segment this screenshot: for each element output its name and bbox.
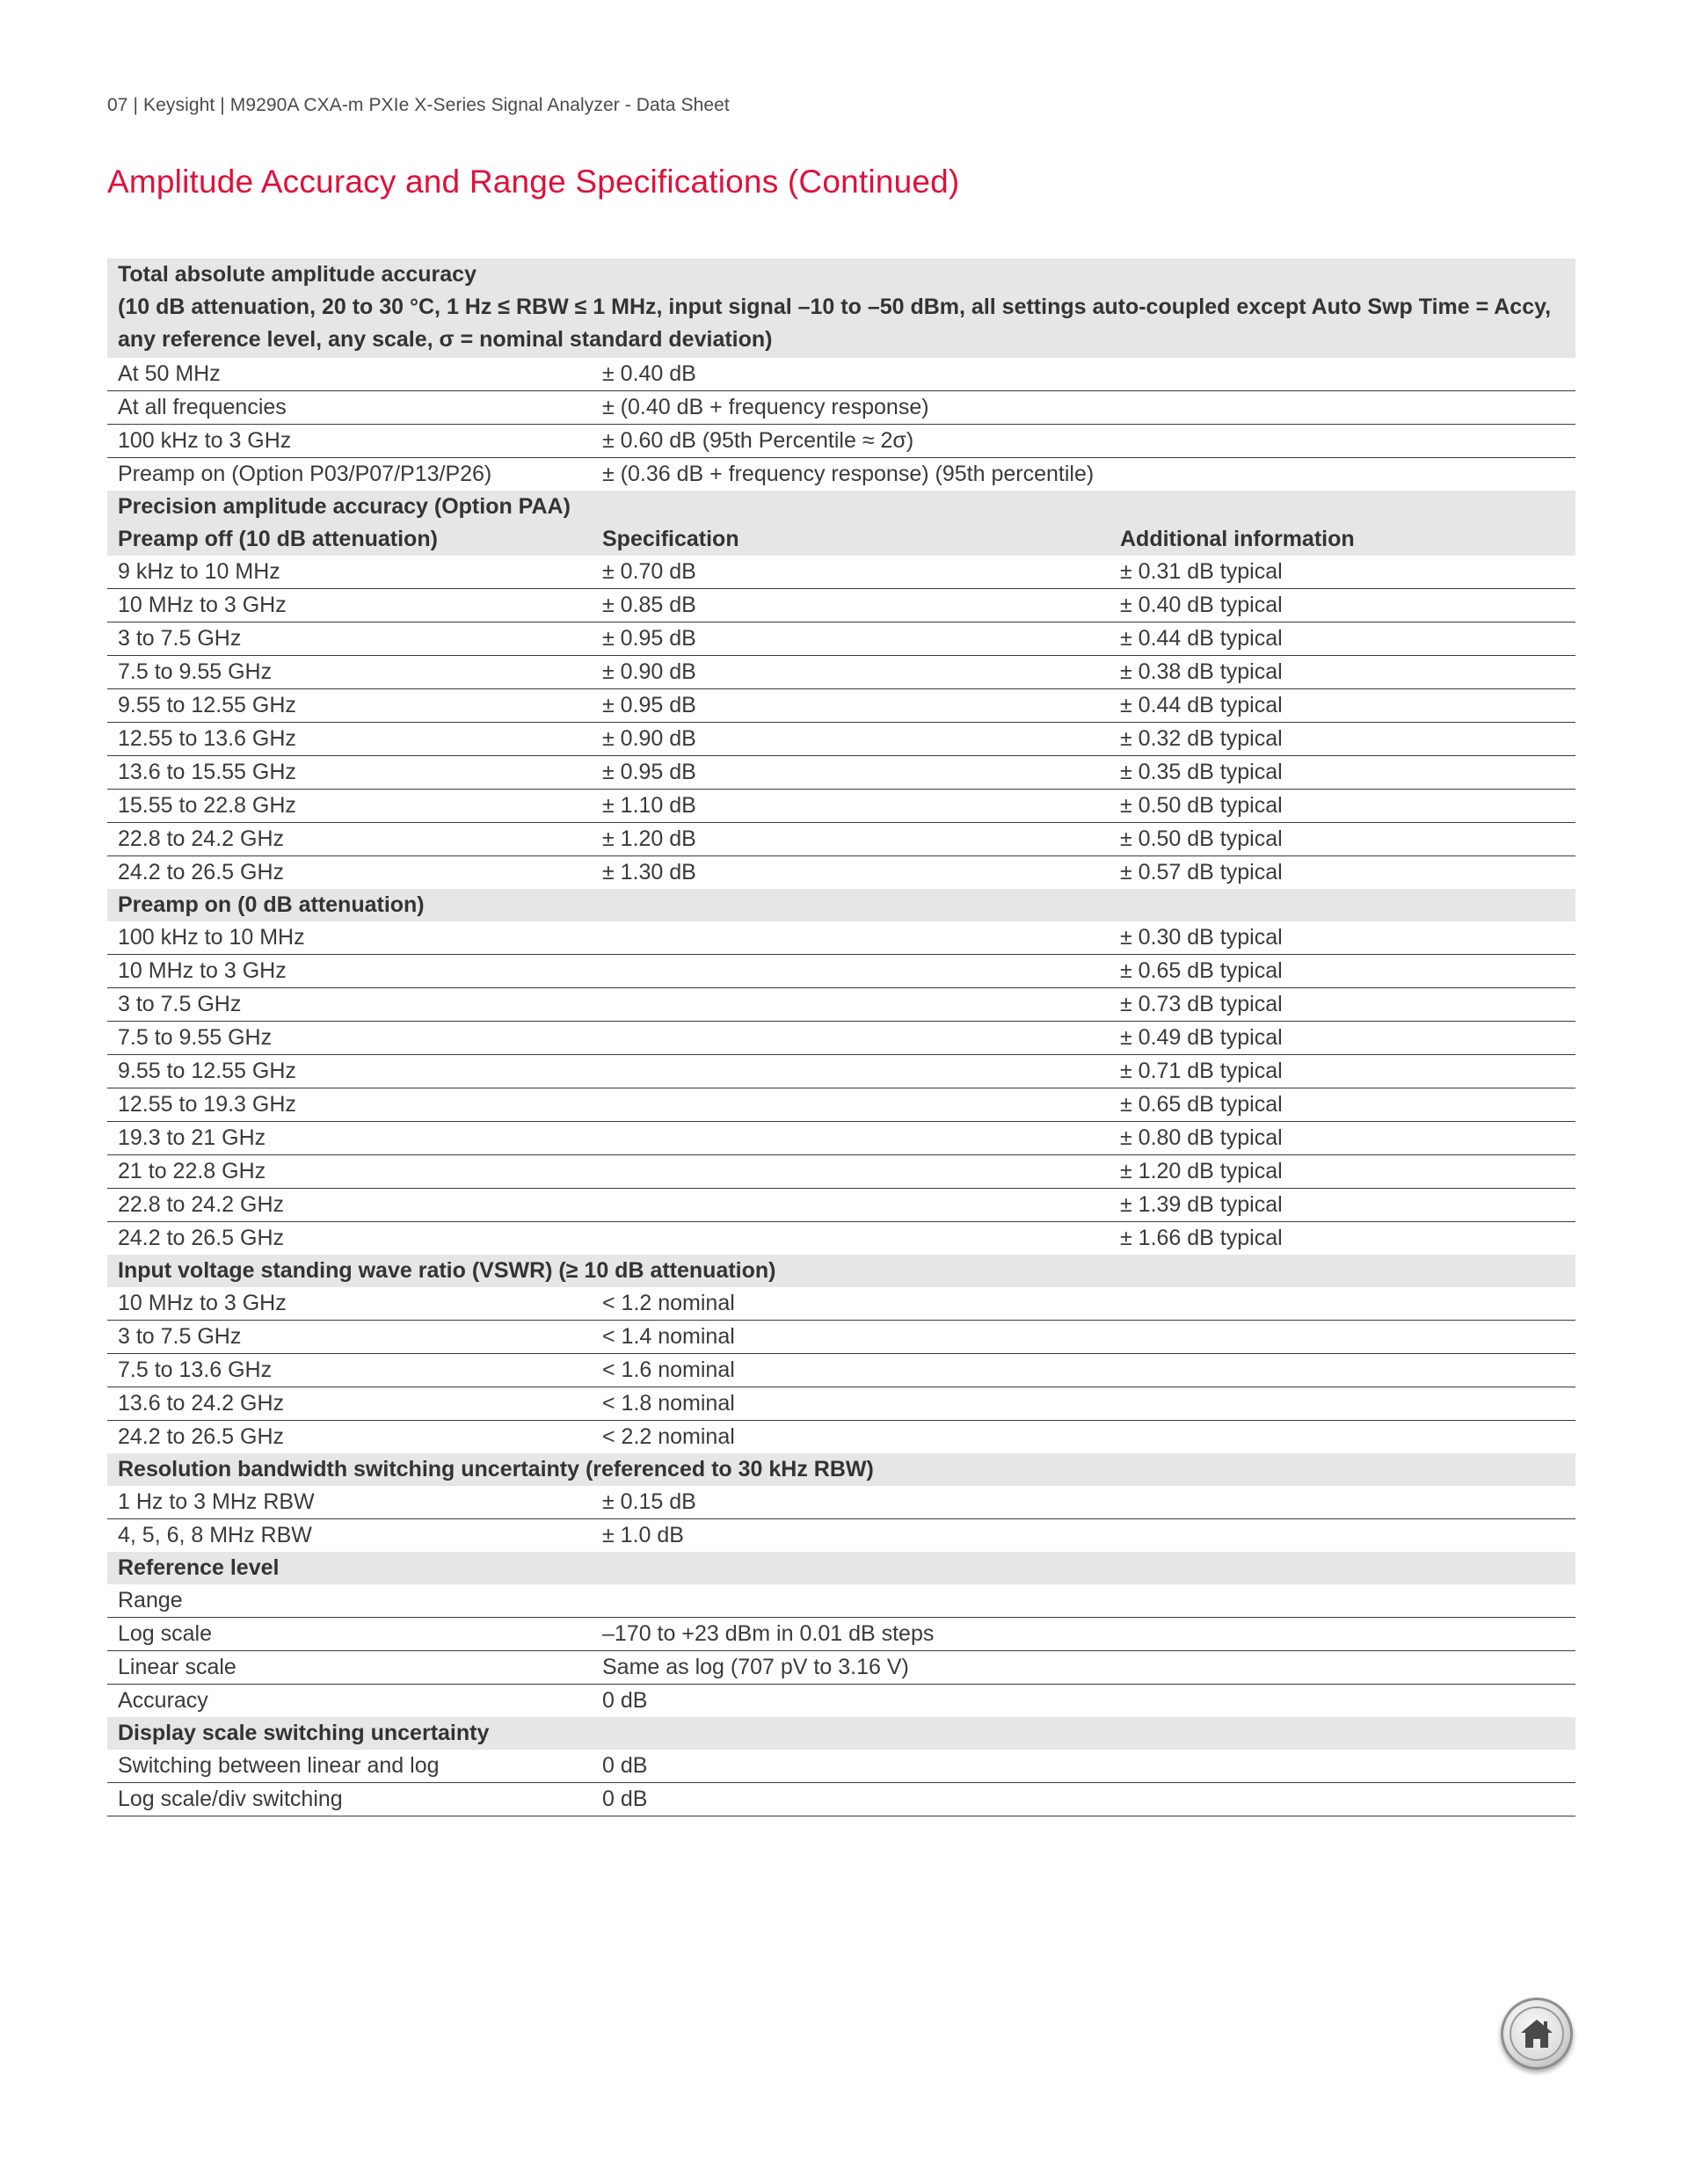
row-spec: ± 0.90 dB — [592, 656, 1110, 689]
row-value: 0 dB — [592, 1750, 1575, 1783]
row-label: Range — [118, 1588, 183, 1613]
table-row — [107, 1387, 1575, 1421]
table-row — [107, 391, 1575, 425]
row-label: 12.55 to 13.6 GHz — [107, 723, 592, 756]
row-value: ± (0.36 dB + frequency response) (95th percentile) — [602, 462, 1095, 486]
row-info: ± 0.50 dB typical — [1110, 823, 1575, 856]
table-row — [107, 1321, 1575, 1354]
row-label: 9.55 to 12.55 GHz — [107, 689, 592, 723]
row-value: 0 dB — [602, 1688, 648, 1713]
table-row — [107, 988, 1575, 1022]
table-row — [107, 1055, 1575, 1088]
section-conditions: (10 dB attenuation, 20 to 30 °C, 1 Hz ≤ RBW ≤ 1 MHz, input signal –10 to –50 dBm, all settings auto-coupled except Auto Swp Time = Accy, any reference level, any scale, σ = nominal standard deviation) — [107, 291, 1575, 358]
table-row — [107, 1651, 1575, 1685]
row-spec — [592, 1022, 1110, 1055]
section-heading: Display scale switching uncertainty — [107, 1717, 1575, 1750]
row-info: ± 0.57 dB typical — [1120, 860, 1283, 885]
table-row — [107, 556, 1575, 589]
row-info: ± 0.71 dB typical — [1110, 1055, 1575, 1088]
row-label: 3 to 7.5 GHz — [107, 988, 592, 1022]
table-row — [107, 1122, 1575, 1155]
row-label: 10 MHz to 3 GHz — [107, 1287, 592, 1321]
row-label: 21 to 22.8 GHz — [107, 1155, 592, 1189]
table-row — [107, 1486, 1575, 1519]
row-label: 24.2 to 26.5 GHz — [118, 1424, 285, 1449]
row-label: 13.6 to 15.55 GHz — [107, 756, 592, 790]
table-row — [107, 1421, 1575, 1454]
section-heading-row — [107, 1552, 1575, 1584]
row-spec — [592, 1189, 1110, 1222]
row-label: 19.3 to 21 GHz — [107, 1122, 592, 1155]
row-value: < 2.2 nominal — [602, 1424, 735, 1449]
page-title: Amplitude Accuracy and Range Specifications (Continued) — [107, 164, 960, 200]
row-label: Accuracy — [118, 1688, 208, 1713]
row-value: < 1.8 nominal — [592, 1387, 1575, 1421]
table-row — [107, 955, 1575, 988]
row-spec: ± 0.85 dB — [592, 589, 1110, 622]
row-label: 100 kHz to 3 GHz — [107, 425, 592, 458]
row-spec: ± 0.95 dB — [592, 689, 1110, 723]
row-info: ± 0.44 dB typical — [1110, 622, 1575, 656]
row-spec — [592, 1055, 1110, 1088]
row-label: 10 MHz to 3 GHz — [107, 955, 592, 988]
row-spec — [592, 1155, 1110, 1189]
table-row — [107, 856, 1575, 890]
row-info: ± 0.49 dB typical — [1110, 1022, 1575, 1055]
row-value: < 1.2 nominal — [592, 1287, 1575, 1321]
row-info: ± 0.73 dB typical — [1110, 988, 1575, 1022]
home-icon — [1518, 2016, 1555, 2051]
row-label: 3 to 7.5 GHz — [107, 1321, 592, 1354]
row-spec: ± 0.90 dB — [592, 723, 1110, 756]
row-spec — [592, 1222, 1110, 1256]
row-info: ± 1.39 dB typical — [1110, 1189, 1575, 1222]
row-label: 100 kHz to 10 MHz — [107, 921, 592, 955]
row-value: ± (0.40 dB + frequency response) — [592, 391, 1575, 425]
table-row — [107, 656, 1575, 689]
row-label: 9 kHz to 10 MHz — [107, 556, 592, 589]
row-label: 4, 5, 6, 8 MHz RBW — [118, 1523, 312, 1547]
table-row — [107, 1287, 1575, 1321]
row-spec — [592, 1088, 1110, 1122]
row-spec — [592, 955, 1110, 988]
row-label: Switching between linear and log — [107, 1750, 592, 1783]
row-label: 1 Hz to 3 MHz RBW — [107, 1486, 592, 1519]
row-label: 3 to 7.5 GHz — [107, 622, 592, 656]
row-info: ± 0.32 dB typical — [1110, 723, 1575, 756]
row-info: ± 0.65 dB typical — [1110, 1088, 1575, 1122]
row-info: ± 0.30 dB typical — [1110, 921, 1575, 955]
table-row — [107, 1189, 1575, 1222]
row-spec: ± 0.95 dB — [592, 756, 1110, 790]
row-info: ± 0.40 dB typical — [1110, 589, 1575, 622]
row-label: 13.6 to 24.2 GHz — [107, 1387, 592, 1421]
row-info: ± 0.65 dB typical — [1110, 955, 1575, 988]
table-row — [107, 1354, 1575, 1387]
table-row — [107, 1519, 1575, 1553]
row-info: ± 1.66 dB typical — [1120, 1226, 1283, 1250]
column-header-row — [107, 523, 1575, 556]
table-row — [107, 790, 1575, 823]
section-heading-row — [107, 491, 1575, 523]
subsection-heading: Preamp on (0 dB attenuation) — [107, 889, 1575, 921]
running-head: 07 | Keysight | M9290A CXA-m PXIe X-Series Signal Analyzer - Data Sheet — [107, 95, 730, 115]
row-label: At 50 MHz — [107, 358, 592, 391]
section-heading: Resolution bandwidth switching uncertainty (referenced to 30 kHz RBW) — [107, 1453, 1575, 1486]
row-spec: ± 1.10 dB — [592, 790, 1110, 823]
column-header: Preamp off (10 dB attenuation) — [107, 523, 592, 556]
section-heading-row — [107, 258, 1575, 291]
home-button[interactable] — [1501, 1998, 1573, 2070]
column-header: Additional information — [1110, 523, 1575, 556]
row-info: ± 0.31 dB typical — [1110, 556, 1575, 589]
row-label: 7.5 to 13.6 GHz — [107, 1354, 592, 1387]
section-heading: Precision amplitude accuracy (Option PAA) — [107, 491, 1575, 523]
row-label: 22.8 to 24.2 GHz — [107, 823, 592, 856]
row-label: 24.2 to 26.5 GHz — [118, 860, 285, 885]
table-row — [107, 756, 1575, 790]
table-row — [107, 1222, 1575, 1256]
row-info: ± 0.80 dB typical — [1110, 1122, 1575, 1155]
table-row — [107, 425, 1575, 458]
row-label: 22.8 to 24.2 GHz — [107, 1189, 592, 1222]
row-spec: ± 0.95 dB — [592, 622, 1110, 656]
row-info: ± 0.50 dB typical — [1110, 790, 1575, 823]
row-spec: ± 1.20 dB — [592, 823, 1110, 856]
table-row — [107, 1155, 1575, 1189]
row-value: ± 0.15 dB — [592, 1486, 1575, 1519]
table-row — [107, 589, 1575, 622]
row-label: 7.5 to 9.55 GHz — [107, 656, 592, 689]
section-conditions-row — [107, 291, 1575, 358]
row-value: < 1.4 nominal — [592, 1321, 1575, 1354]
row-label: Log scale — [107, 1618, 592, 1651]
row-value: –170 to +23 dBm in 0.01 dB steps — [592, 1618, 1575, 1651]
section-heading-row — [107, 1453, 1575, 1486]
row-spec — [592, 988, 1110, 1022]
row-value: ± 0.60 dB (95th Percentile ≈ 2σ) — [592, 425, 1575, 458]
row-label: Preamp on (Option P03/P07/P13/P26) — [118, 462, 492, 486]
row-value: Same as log (707 pV to 3.16 V) — [592, 1651, 1575, 1685]
table-row — [107, 1685, 1575, 1718]
row-label: 24.2 to 26.5 GHz — [118, 1226, 285, 1250]
subsection-heading-row — [107, 889, 1575, 921]
row-spec: ± 0.70 dB — [592, 556, 1110, 589]
table-row — [107, 921, 1575, 955]
table-row — [107, 622, 1575, 656]
row-info: ± 0.35 dB typical — [1110, 756, 1575, 790]
row-label: Log scale/div switching — [107, 1783, 592, 1816]
table-row — [107, 1022, 1575, 1055]
row-label: 12.55 to 19.3 GHz — [107, 1088, 592, 1122]
row-info: ± 1.20 dB typical — [1110, 1155, 1575, 1189]
table-row — [107, 1618, 1575, 1651]
row-value: 0 dB — [592, 1783, 1575, 1816]
section-heading-row — [107, 1255, 1575, 1287]
row-value: ± 1.0 dB — [602, 1523, 684, 1547]
home-button-face — [1510, 2006, 1564, 2061]
section-heading: Total absolute amplitude accuracy — [107, 258, 1575, 291]
table-row — [107, 723, 1575, 756]
section-heading: Input voltage standing wave ratio (VSWR) (≥ 10 dB attenuation) — [107, 1255, 1575, 1287]
table-row — [107, 1783, 1575, 1816]
table-row — [107, 1088, 1575, 1122]
row-label: 15.55 to 22.8 GHz — [107, 790, 592, 823]
row-value: ± 0.40 dB — [592, 358, 1575, 391]
row-label: At all frequencies — [107, 391, 592, 425]
section-heading: Reference level — [107, 1552, 1575, 1584]
row-spec: ± 1.30 dB — [602, 860, 696, 885]
row-info: ± 0.38 dB typical — [1110, 656, 1575, 689]
table-row — [107, 1750, 1575, 1783]
spec-table — [107, 258, 1575, 1816]
section-heading-row — [107, 1717, 1575, 1750]
row-label: 9.55 to 12.55 GHz — [107, 1055, 592, 1088]
column-header: Specification — [592, 523, 1110, 556]
row-label: Linear scale — [107, 1651, 592, 1685]
table-row — [107, 1584, 1575, 1618]
table-row — [107, 689, 1575, 723]
table-row — [107, 823, 1575, 856]
row-label: 7.5 to 9.55 GHz — [107, 1022, 592, 1055]
row-spec — [592, 921, 1110, 955]
table-row — [107, 458, 1575, 491]
row-spec — [592, 1122, 1110, 1155]
table-row — [107, 358, 1575, 391]
row-value: < 1.6 nominal — [592, 1354, 1575, 1387]
row-label: 10 MHz to 3 GHz — [107, 589, 592, 622]
row-info: ± 0.44 dB typical — [1110, 689, 1575, 723]
